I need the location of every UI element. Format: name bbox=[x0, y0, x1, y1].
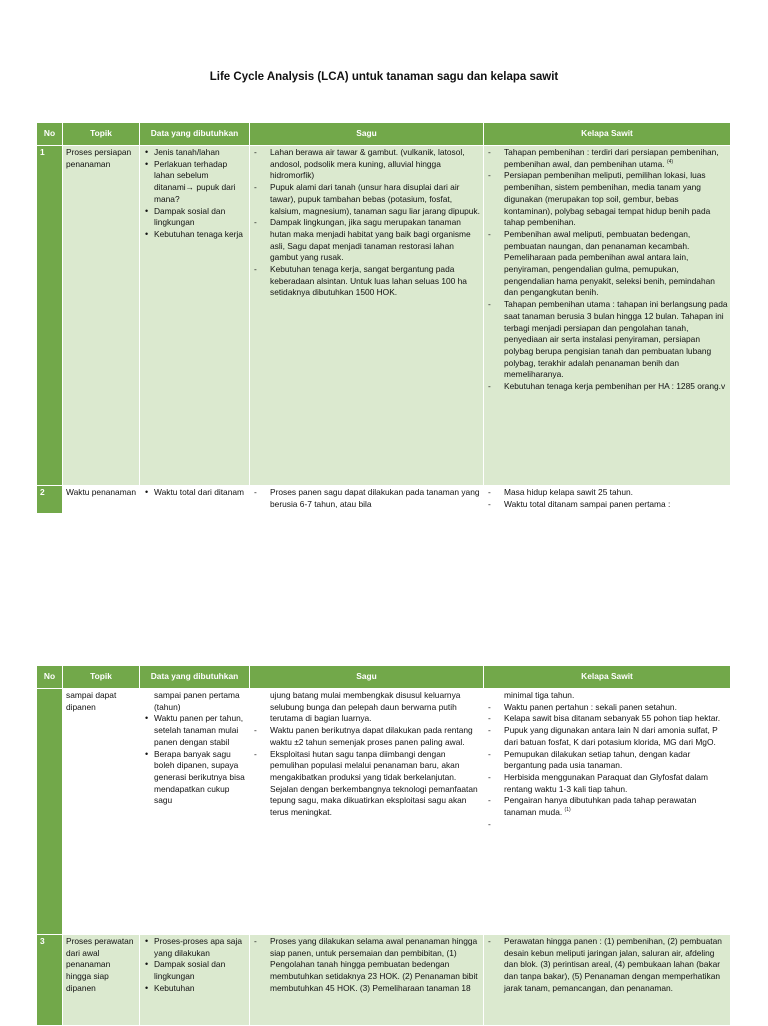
list-item: - Kebutuhan tenaga kerja, sangat bergantung pada keberadaan alsintan. Untuk luas lahan seluas 100 ha setidaknya dibutuhkan 1500 HOK. bbox=[270, 264, 481, 299]
list-item: - Kebutuhan tenaga kerja pembenihan per HA : 1285 orang.v bbox=[504, 381, 728, 393]
list-item: • Kebutuhan bbox=[154, 983, 247, 995]
sagu-cell bbox=[250, 146, 484, 486]
document-title: Life Cycle Analysis (LCA) untuk tanaman sagu dan kelapa sawit bbox=[209, 71, 559, 83]
row-topic-text: Waktu penanaman bbox=[66, 487, 136, 497]
list-item: - Perawatan hingga panen : (1) pembenihan, (2) pembuatan desain kebun meliputi jaringan jalan, saluran air, afdeling dan blok. (3) perintisan areal, (4) pembukaan lahan (bakar dan tanpa bakar), (5) Penanaman dengan memperhatikan jarak tanam, pemancangan, dan penanaman. bbox=[504, 936, 728, 995]
row-topic bbox=[63, 486, 140, 514]
table-row-1 bbox=[37, 146, 731, 486]
list-item-continued: minimal tiga tahun. bbox=[504, 690, 575, 700]
list-item: • Jenis tanah/lahan bbox=[154, 147, 247, 159]
list-item: • Dampak sosial dan lingkungan bbox=[154, 959, 247, 982]
sagu-cell bbox=[250, 935, 484, 1026]
row-topic-text: Proses perawatan dari awal penanaman hingga siap dipanen bbox=[66, 936, 134, 993]
list-item: - Eksploitasi hutan sagu tanpa diimbangi dengan pemulihan populasi melalui penanaman baru, akan mengakibatkan produksi yang tidak berkelanjutan. Sejalan dengan berkembangnya teknologi pemanfaatan tepung sagu, maka dikuatirkan eksploitasi sagu akan terus meningkat. bbox=[270, 749, 481, 819]
sagu-cell bbox=[250, 486, 484, 514]
list-item-text: Tahapan pembenihan : terdiri dari persiapan pembenihan, pembenihan awal, dan pembenihan utama. bbox=[504, 147, 719, 169]
required-data-cell bbox=[140, 689, 250, 935]
sawit-cell bbox=[484, 935, 731, 1026]
list-item: • Proses-proses apa saja yang dilakukan bbox=[154, 936, 247, 959]
table-row-2 bbox=[37, 486, 731, 514]
list-item bbox=[504, 795, 728, 818]
list-item: - Masa hidup kelapa sawit 25 tahun. bbox=[504, 487, 728, 499]
row-number: 1 bbox=[37, 146, 63, 486]
row-topic bbox=[63, 935, 140, 1026]
col-header-no: No bbox=[37, 123, 63, 146]
list-item: - Pembenihan awal meliputi, pembuatan bedengan, pembuatan naungan, dan penanaman kecambah. Pemeliharaan pada pembenihan awal antara lain, penyiraman, pengendalian gulma, pemupukan, pengendalian hama penyakit, seleksi benih, pemindahan dan pengangkutan benih. bbox=[504, 229, 728, 299]
header-row bbox=[37, 123, 731, 146]
table-row-2-continued bbox=[37, 689, 731, 935]
list-item: • Perlakuan terhadap lahan sebelum ditanami→ pupuk dari mana? bbox=[154, 159, 247, 206]
list-item: • Waktu total dari ditanam bbox=[154, 487, 247, 499]
row-topic: sampai dapat dipanen bbox=[63, 689, 140, 935]
header-row bbox=[37, 666, 731, 689]
list-item: • Waktu panen per tahun, setelah tanaman mulai panen dengan stabil bbox=[154, 713, 247, 748]
col-header-sagu: Sagu bbox=[250, 123, 484, 146]
list-item bbox=[504, 147, 728, 170]
col-header-sawit: Kelapa Sawit bbox=[484, 666, 731, 689]
row-number: 2 bbox=[37, 486, 63, 514]
list-item-continued: sampai panen pertama (tahun) bbox=[154, 690, 240, 712]
lca-table-page-2 bbox=[36, 665, 731, 1026]
reference-mark: (1) bbox=[564, 807, 571, 814]
table-row-3 bbox=[37, 935, 731, 1026]
col-header-sagu: Sagu bbox=[250, 666, 484, 689]
sawit-cell bbox=[484, 486, 731, 514]
required-data-cell bbox=[140, 146, 250, 486]
lca-table-page-1 bbox=[36, 122, 731, 514]
list-item-text: Pengairan hanya dibutuhkan pada tahap perawatan tanaman muda. bbox=[504, 795, 697, 818]
list-item: • Kebutuhan tenaga kerja bbox=[154, 229, 247, 241]
list-item-continued: ujung batang mulai membengkak disusul keluarnya selubung bunga dan pelepah daun berwarna putih terutama di bagian luarnya. bbox=[270, 690, 461, 724]
list-item: - Pupuk alami dari tanah (unsur hara disuplai dari air tawar), pupuk tambahan bebas (potasium, fosfat, kalsium, magnesium), tanaman sagu liar jarang dipupuk. bbox=[270, 182, 481, 217]
required-data-cell bbox=[140, 935, 250, 1026]
list-item: - Proses yang dilakukan selama awal penanaman hingga siap panen, untuk persemaian dan pembibitan, (1) Pengolahan tanah hingga pembuatan bedengan membutuhkan setidaknya 23 HOK. (2) Penanaman bibit membutuhkan 45 HOK. (3) Pemeliharaan tanaman 18 bbox=[270, 936, 481, 995]
list-item: - Herbisida menggunakan Paraquat dan Glyfosfat dalam rentang waktu 1-3 kali tiap tahun. bbox=[504, 772, 728, 795]
row-number: 3 bbox=[37, 935, 63, 1026]
list-item: - Dampak lingkungan, jika sagu merupakan tanaman hutan maka menjadi habitat yang baik bagi organisme asli, Sagu dapat menjadi tanaman restorasi lahan gambut yang rusak. bbox=[270, 217, 481, 264]
list-item: - Proses panen sagu dapat dilakukan pada tanaman yang berusia 6-7 tahun, atau bila bbox=[270, 487, 481, 510]
list-item: - Waktu total ditanam sampai panen pertama : bbox=[504, 499, 728, 511]
sagu-cell bbox=[250, 689, 484, 935]
list-item: - Persiapan pembenihan meliputi, pemilihan lokasi, luas pembenihan, sistem pembenihan, media tanam yang digunakan (merupakan top soil, gembur, bebas kontaminan), polybag sebagai tempat hidup benih pada tahap pembenihan. bbox=[504, 170, 728, 229]
required-data-cell bbox=[140, 486, 250, 514]
col-header-topik: Topik bbox=[63, 666, 140, 689]
row-number bbox=[37, 689, 63, 935]
list-item: - Waktu panen pertahun : sekali panen setahun. bbox=[504, 702, 728, 714]
list-item: - Lahan berawa air tawar & gambut. (vulkanik, latosol, andosol, podsolik mera kuning, alluvial hingga hidromorfik) bbox=[270, 147, 481, 182]
list-item: - Pemupukan dilakukan setiap tahun, dengan kadar bergantung pada usia tanaman. bbox=[504, 749, 728, 772]
list-item: • Dampak sosial dan lingkungan bbox=[154, 206, 247, 229]
col-header-sawit: Kelapa Sawit bbox=[484, 123, 731, 146]
list-item: - Pupuk yang digunakan antara lain N dari amonia sulfat, P dari batuan fosfat, K dari potasium klorida, MG dari MgO. bbox=[504, 725, 728, 748]
col-header-data: Data yang dibutuhkan bbox=[140, 123, 250, 146]
col-header-no: No bbox=[37, 666, 63, 689]
list-item: • Berapa banyak sagu boleh dipanen, supaya generasi berikutnya bisa mendapatkan cukup sagu bbox=[154, 749, 247, 808]
reference-mark: (4) bbox=[666, 158, 674, 165]
row-topic: Proses persiapan penanaman bbox=[63, 146, 140, 486]
list-item: - Waktu panen berikutnya dapat dilakukan pada rentang waktu ±2 tahun semenjak proses panen paling awal. bbox=[270, 725, 481, 748]
sawit-cell bbox=[484, 146, 731, 486]
list-item: - Tahapan pembenihan utama : tahapan ini berlangsung pada saat tanaman berusia 3 bulan hingga 12 bulan. Tahapan ini terbagi menjadi persiapan dan pengolahan tanah, penyediaan air serta instalasi penyiraman, persiapan polybag berupa pengisian tanah dan pembuatan lubang polybag, terakhir adalah penanaman benih dan memeliharanya. bbox=[504, 299, 728, 381]
col-header-data: Data yang dibutuhkan bbox=[140, 666, 250, 689]
sawit-cell bbox=[484, 689, 731, 935]
col-header-topik: Topik bbox=[63, 123, 140, 146]
list-item: - Kelapa sawit bisa ditanam sebanyak 55 pohon tiap hektar. bbox=[504, 713, 728, 725]
list-item bbox=[504, 819, 728, 831]
